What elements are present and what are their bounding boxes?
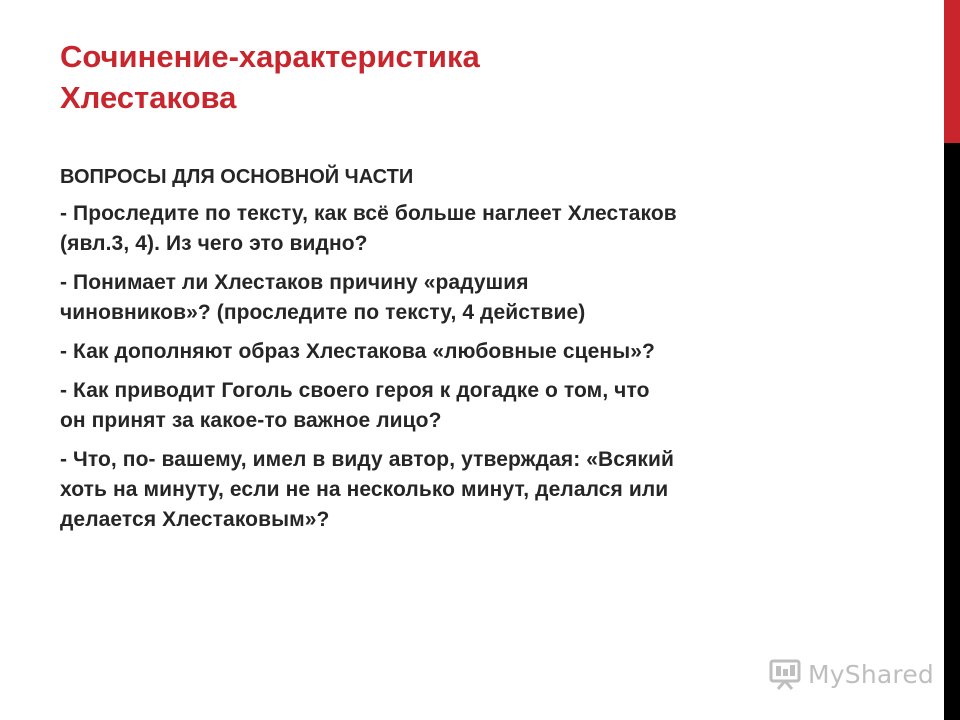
watermark-label: MyShared (808, 659, 934, 689)
question-line: (явл.3, 4). Из чего это видно? (60, 232, 368, 255)
slide-title-line: Хлестакова (60, 80, 237, 115)
question-line: хоть на минуту, если не на несколько минут, делался или (60, 478, 669, 501)
question-item (60, 268, 920, 328)
question-item (60, 376, 920, 436)
question-line: - Как приводит Гоголь своего героя к догадке о том, что (60, 379, 650, 402)
slide-title-line: Сочинение-характеристика (60, 39, 480, 74)
question-item (60, 445, 920, 535)
myshared-watermark-link[interactable] (768, 656, 934, 692)
question-line: чиновников»? (проследите по тексту, 4 действие) (60, 301, 586, 324)
question-line: - Проследите по тексту, как всё больше наглеет Хлестаков (60, 202, 677, 225)
question-line: - Понимает ли Хлестаков причину «радушия (60, 271, 529, 294)
question-line: - Как дополняют образ Хлестакова «любовные сцены»? (60, 340, 655, 363)
presentation-board-icon (768, 657, 802, 691)
slide-title (60, 36, 920, 118)
section-subheading: ВОПРОСЫ ДЛЯ ОСНОВНОЙ ЧАСТИ (60, 166, 414, 188)
question-line: он принят за какое-то важное лицо? (60, 409, 442, 432)
question-item (60, 199, 920, 259)
slide-content (60, 163, 920, 544)
question-item (60, 337, 920, 367)
question-line: - Что, по- вашему, имел в виду автор, утверждая: «Всякий (60, 448, 675, 471)
side-bar-accent (944, 0, 960, 143)
side-bar-dark (944, 143, 960, 720)
question-line: делается Хлестаковым»? (60, 508, 330, 531)
